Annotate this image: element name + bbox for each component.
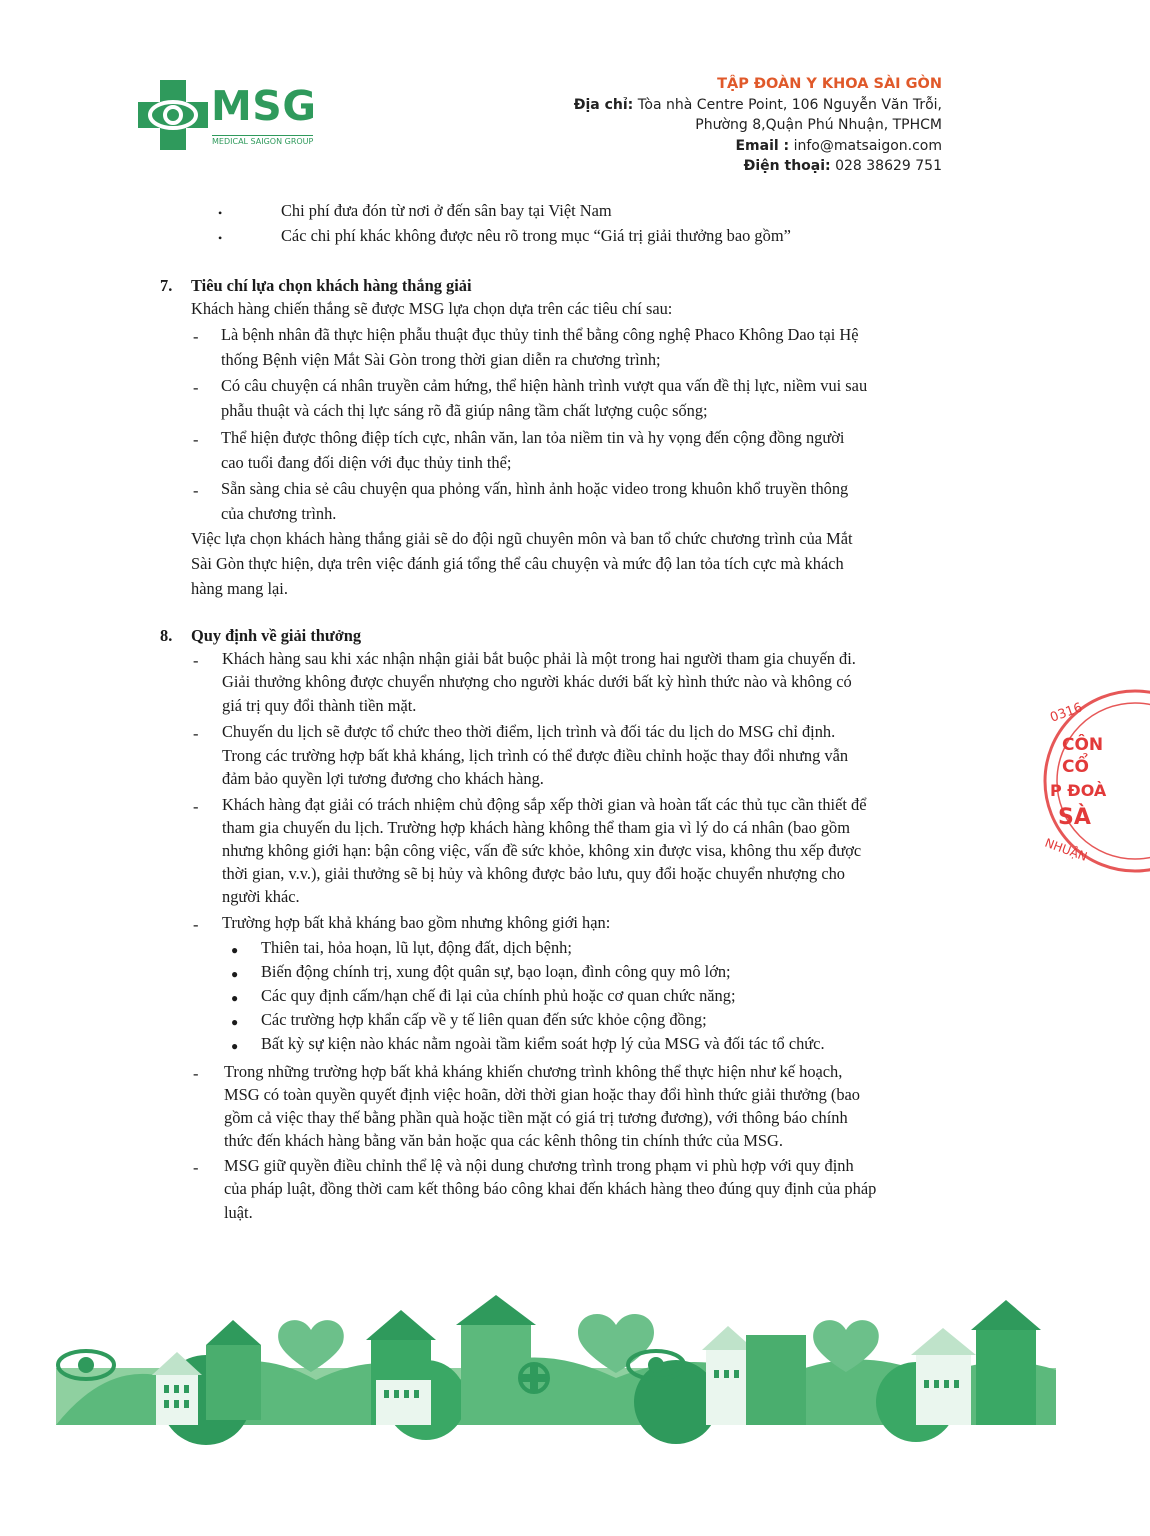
section-7-item-3-line-2: cao tuổi đang đối diện với đục thủy tinh thể;	[221, 453, 512, 472]
stamp-line-2: CỔ	[1062, 757, 1089, 777]
section-8-item-4-line-1: Trường hợp bất khả kháng bao gồm nhưng không giới hạn:	[222, 913, 611, 932]
force-majeure-item: Thiên tai, hỏa hoạn, lũ lụt, động đất, dịch bệnh;	[261, 938, 572, 957]
stamp-code: 0316	[1048, 700, 1085, 726]
section-8-item-2-line-2: Trong các trường hợp bất khả kháng, lịch trình có thể được điều chỉnh hoặc thay đổi nhưng vẫn	[222, 746, 849, 765]
section-7-item-2-line-1: Có câu chuyện cá nhân truyền cảm hứng, thể hiện hành trình vượt qua vấn đề thị lực, niềm vui sau	[221, 376, 868, 395]
stamp-line-4: SÀ	[1058, 805, 1091, 830]
phone-label: Điện thoại:	[743, 158, 831, 174]
section-7-item-3-line-1: Thể hiện được thông điệp tích cực, nhân văn, lan tỏa niềm tin và hy vọng đến cộng đồng người	[221, 428, 845, 447]
bullet-icon: •	[218, 231, 223, 245]
section-8-item-5-line-4: thức đến khách hàng bằng văn bản hoặc qua các kênh thông tin chính thức của MSG.	[224, 1131, 783, 1150]
bullet-icon: ●	[231, 991, 239, 1005]
phone-value: 028 38629 751	[830, 158, 942, 174]
section-7-item-2-line-2: phẫu thuật và cách thị lực sáng rõ đã giúp nâng tầm chất lượng cuộc sống;	[221, 401, 708, 420]
bullet-icon: ●	[231, 943, 239, 957]
dash-icon: -	[193, 327, 199, 346]
force-majeure-item: Biến động chính trị, xung đột quân sự, bạo loạn, đình công quy mô lớn;	[261, 962, 731, 981]
section-7-item-4-line-2: của chương trình.	[221, 504, 337, 523]
msg-logo	[138, 80, 318, 152]
footer-cross-icon	[520, 1364, 548, 1392]
force-majeure-item: Bất kỳ sự kiện nào khác nằm ngoài tầm kiểm soát hợp lý của MSG và đối tác tổ chức.	[261, 1034, 825, 1053]
stamp-line-1: CÔN	[1062, 735, 1104, 755]
section-8-item-3-line-1: Khách hàng đạt giải có trách nhiệm chủ động sắp xếp thời gian và hoàn tất các thủ tục cần thiết để	[222, 795, 867, 814]
bullet-icon: ●	[231, 1039, 239, 1053]
dash-icon: -	[193, 1064, 199, 1083]
section-7-intro: Khách hàng chiến thắng sẽ được MSG lựa chọn dựa trên các tiêu chí sau:	[191, 299, 673, 318]
email-value[interactable]: info@matsaigon.com	[789, 137, 942, 154]
section-8-item-1-line-3: giá trị quy đổi thành tiền mặt.	[222, 696, 417, 715]
section-8-number: 8.	[160, 626, 173, 645]
bullet-icon: ●	[231, 967, 239, 981]
section-8-item-3-line-2: tham gia chuyến du lịch. Trường hợp khách hàng không thể tham gia vì lý do cá nhân (bao gồm	[222, 818, 851, 837]
dash-icon: -	[193, 651, 199, 670]
address-value: Tòa nhà Centre Point, 106 Nguyễn Văn Trỗi,	[633, 96, 942, 113]
section-7-item-4-line-1: Sẵn sàng chia sẻ câu chuyện qua phỏng vấn, hình ảnh hoặc video trong khuôn khổ truyền thông	[221, 479, 849, 498]
section-8-item-5-line-2: MSG có toàn quyền quyết định việc hoãn, dời thời gian hoặc thay đổi hình thức giải thưởng (bao	[224, 1085, 860, 1104]
address-line-1	[574, 95, 942, 116]
section-8-item-5-line-1: Trong những trường hợp bất khả kháng khiến chương trình không thể thực hiện như kế hoạch,	[224, 1062, 843, 1081]
dash-icon: -	[193, 724, 199, 743]
section-7-number: 7.	[160, 276, 173, 295]
phone-line	[574, 156, 942, 177]
dash-icon: -	[193, 915, 199, 934]
company-info	[574, 74, 942, 177]
section-8-item-3-line-5: người khác.	[222, 887, 300, 906]
section-8-item-6-line-3: luật.	[224, 1203, 253, 1222]
section-8-item-2-line-3: đảm bảo quyền lợi tương đương cho khách hàng.	[222, 769, 544, 788]
section-8-item-1-line-1: Khách hàng sau khi xác nhận nhận giải bắt buộc phải là một trong hai người tham gia chuyến đi.	[222, 649, 856, 668]
medical-cross-eye-icon	[138, 80, 208, 150]
force-majeure-item: Các trường hợp khẩn cấp về y tế liên quan đến sức khỏe cộng đồng;	[261, 1010, 707, 1029]
stamp-line-3: P ĐOÀ	[1050, 781, 1107, 800]
section-7-closing-line-1: Việc lựa chọn khách hàng thắng giải sẽ do đội ngũ chuyên môn và ban tổ chức chương trình của Mắt	[191, 529, 853, 548]
section-7-title: Tiêu chí lựa chọn khách hàng thắng giải	[191, 276, 472, 295]
section-8-item-2-line-1: Chuyến du lịch sẽ được tổ chức theo thời điểm, lịch trình và đối tác du lịch do MSG chỉ định.	[222, 722, 836, 741]
logo-text: MSG	[211, 82, 317, 130]
section-7-closing-line-3: hàng mang lại.	[191, 579, 288, 598]
address-line-2: Phường 8,Quận Phú Nhuận, TPHCM	[695, 117, 942, 133]
stamp-line-5: NHUẬN	[1042, 835, 1090, 864]
section-7-item-1-line-1: Là bệnh nhân đã thực hiện phẫu thuật đục thủy tinh thể bằng công nghệ Phaco Không Dao tại Hệ	[221, 325, 859, 344]
list-item: Chi phí đưa đón từ nơi ở đến sân bay tại Việt Nam	[281, 201, 612, 220]
bullet-icon: •	[218, 206, 223, 220]
force-majeure-item: Các quy định cấm/hạn chế đi lại của chính phủ hoặc cơ quan chức năng;	[261, 986, 736, 1005]
section-8-title: Quy định về giải thưởng	[191, 626, 362, 645]
dash-icon: -	[193, 430, 199, 449]
dash-icon: -	[193, 481, 199, 500]
section-8-item-1-line-2: Giải thưởng không được chuyển nhượng cho người khác dưới bất kỳ hình thức nào và không có	[222, 672, 852, 691]
dash-icon: -	[193, 797, 199, 816]
section-8-item-3-line-3: nhưng không giới hạn: bận công việc, vấn đề sức khỏe, không xin được visa, không thu xếp được	[222, 841, 862, 860]
logo-subtitle: MEDICAL SAIGON GROUP	[212, 137, 314, 146]
email-line	[574, 136, 942, 157]
email-label: Email :	[735, 137, 790, 154]
section-8-item-6-line-2: của pháp luật, đồng thời cam kết thông báo công khai đến khách hàng theo đúng quy định của pháp	[224, 1179, 877, 1198]
section-7-closing-line-2: Sài Gòn thực hiện, dựa trên việc đánh giá tổng thể câu chuyện và mức độ lan tỏa tích cực mà khách	[191, 554, 844, 573]
section-8-item-6-line-1: MSG giữ quyền điều chỉnh thể lệ và nội dung chương trình trong phạm vi phù hợp với quy định	[224, 1156, 854, 1175]
dash-icon: -	[193, 1158, 199, 1177]
address-label: Địa chỉ:	[573, 96, 634, 113]
dash-icon: -	[193, 378, 199, 397]
bullet-icon: ●	[231, 1015, 239, 1029]
section-8-item-3-line-4: thời gian, v.v.), giải thưởng sẽ bị hủy và không được bảo lưu, quy đổi hoặc chuyển nhượng cho	[222, 864, 845, 883]
company-name: TẬP ĐOÀN Y KHOA SÀI GÒN	[717, 76, 942, 92]
footer-illustration	[56, 1290, 1056, 1425]
list-item: Các chi phí khác không được nêu rõ trong mục “Giá trị giải thưởng bao gồm”	[281, 226, 791, 245]
section-7-item-1-line-2: thống Bệnh viện Mắt Sài Gòn trong thời gian diễn ra chương trình;	[221, 350, 661, 369]
company-stamp	[1040, 686, 1150, 876]
section-8-item-5-line-3: gồm cả việc thay thế bằng phần quà hoặc tiền mặt có giá trị tương đương), với thông báo chính	[224, 1108, 848, 1127]
